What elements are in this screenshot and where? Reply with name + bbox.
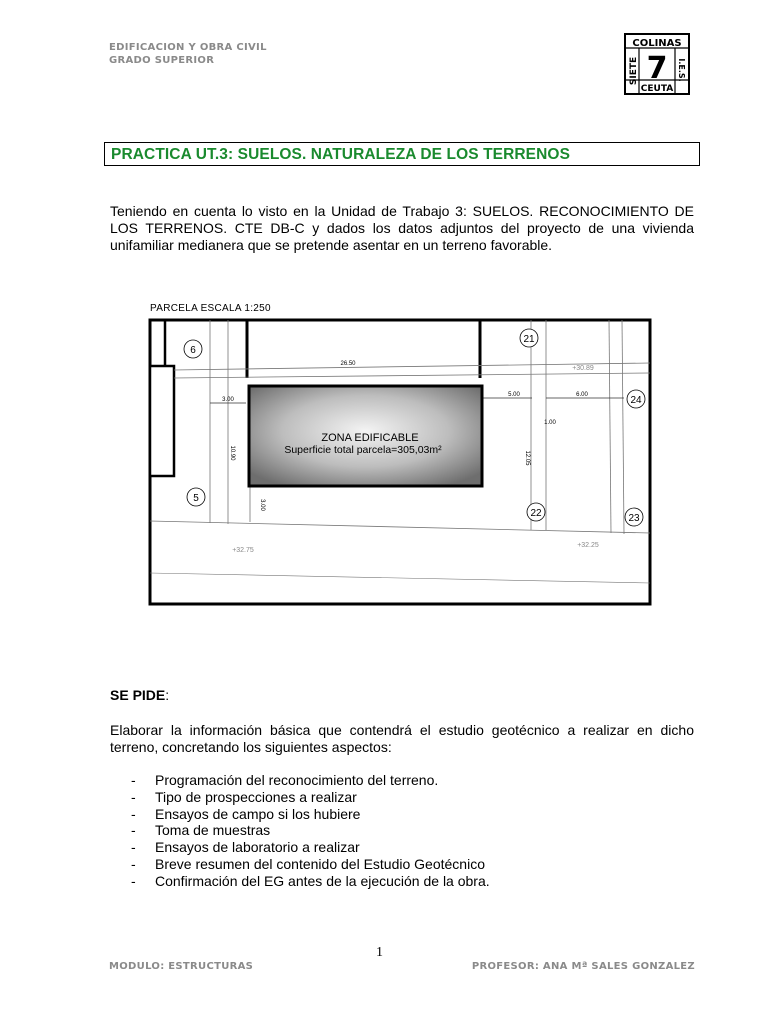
level-bottom-right: +32.25 bbox=[577, 542, 599, 549]
header-line-2: GRADO SUPERIOR bbox=[109, 55, 215, 66]
dim-left-setback: 3.00 bbox=[222, 397, 234, 403]
svg-text:24: 24 bbox=[630, 395, 642, 406]
svg-text:5: 5 bbox=[193, 493, 199, 504]
header-line-1: EDIFICACION Y OBRA CIVIL bbox=[109, 42, 267, 53]
marker-24 bbox=[627, 390, 645, 408]
marker-23 bbox=[625, 508, 643, 526]
intro-paragraph: Teniendo en cuenta lo visto en la Unidad de Trabajo 3: SUELOS. RECONOCIMIENTO DE LOS TERRENOS. CTE DB-C y dados los datos adjuntos del proyecto de una vivienda unifamiliar medianera que se pretende asentar en un terreno favorable. bbox=[110, 203, 694, 253]
logo-left-text: SIETE bbox=[629, 56, 639, 86]
dim-depth-right: 12.05 bbox=[524, 450, 530, 466]
marker-5 bbox=[187, 488, 205, 506]
marker-21 bbox=[520, 329, 538, 347]
svg-text:21: 21 bbox=[523, 334, 535, 345]
dim-length: 26.50 bbox=[340, 361, 356, 367]
svg-text:22: 22 bbox=[530, 508, 542, 519]
request-text: Elaborar la información básica que contendrá el estudio geotécnico a realizar en dicho terreno, concretando los siguientes aspectos: bbox=[110, 722, 694, 755]
page-number: 1 bbox=[376, 945, 383, 960]
logo-number: 7 bbox=[646, 51, 668, 86]
marker-22 bbox=[527, 503, 545, 521]
page-title: PRACTICA UT.3: SUELOS. NATURALEZA DE LOS TERRENOS bbox=[111, 146, 571, 163]
dim-small: 1.00 bbox=[544, 420, 556, 426]
title-box bbox=[104, 142, 700, 166]
dim-front: 3.00 bbox=[259, 499, 265, 511]
level-top-right: +30.89 bbox=[572, 365, 594, 372]
logo-right-text: I.E.S. bbox=[677, 58, 686, 82]
dim-right-setback: 5.00 bbox=[508, 392, 520, 398]
level-bottom-left: +32.75 bbox=[232, 547, 254, 554]
logo-bottom-text: CEUTA bbox=[640, 84, 674, 93]
dim-depth-left: 10.90 bbox=[229, 445, 235, 461]
zone-label: ZONA EDIFICABLE bbox=[321, 432, 419, 444]
school-logo bbox=[624, 33, 690, 95]
footer-module: MODULO: ESTRUCTURAS bbox=[109, 961, 254, 972]
svg-text:6: 6 bbox=[190, 345, 196, 356]
figure-caption: PARCELA ESCALA 1:250 bbox=[150, 303, 271, 314]
logo-top-text: COLINAS bbox=[632, 38, 682, 49]
plot-diagram bbox=[148, 318, 652, 606]
zone-area: Superficie total parcela=305,03m² bbox=[284, 444, 442, 456]
marker-6 bbox=[184, 340, 202, 358]
dim-side: 6.00 bbox=[576, 392, 588, 398]
request-heading: SE PIDE: bbox=[110, 687, 170, 703]
footer-teacher: PROFESOR: ANA Mª SALES GONZALEZ bbox=[471, 961, 695, 972]
svg-text:23: 23 bbox=[628, 513, 640, 524]
